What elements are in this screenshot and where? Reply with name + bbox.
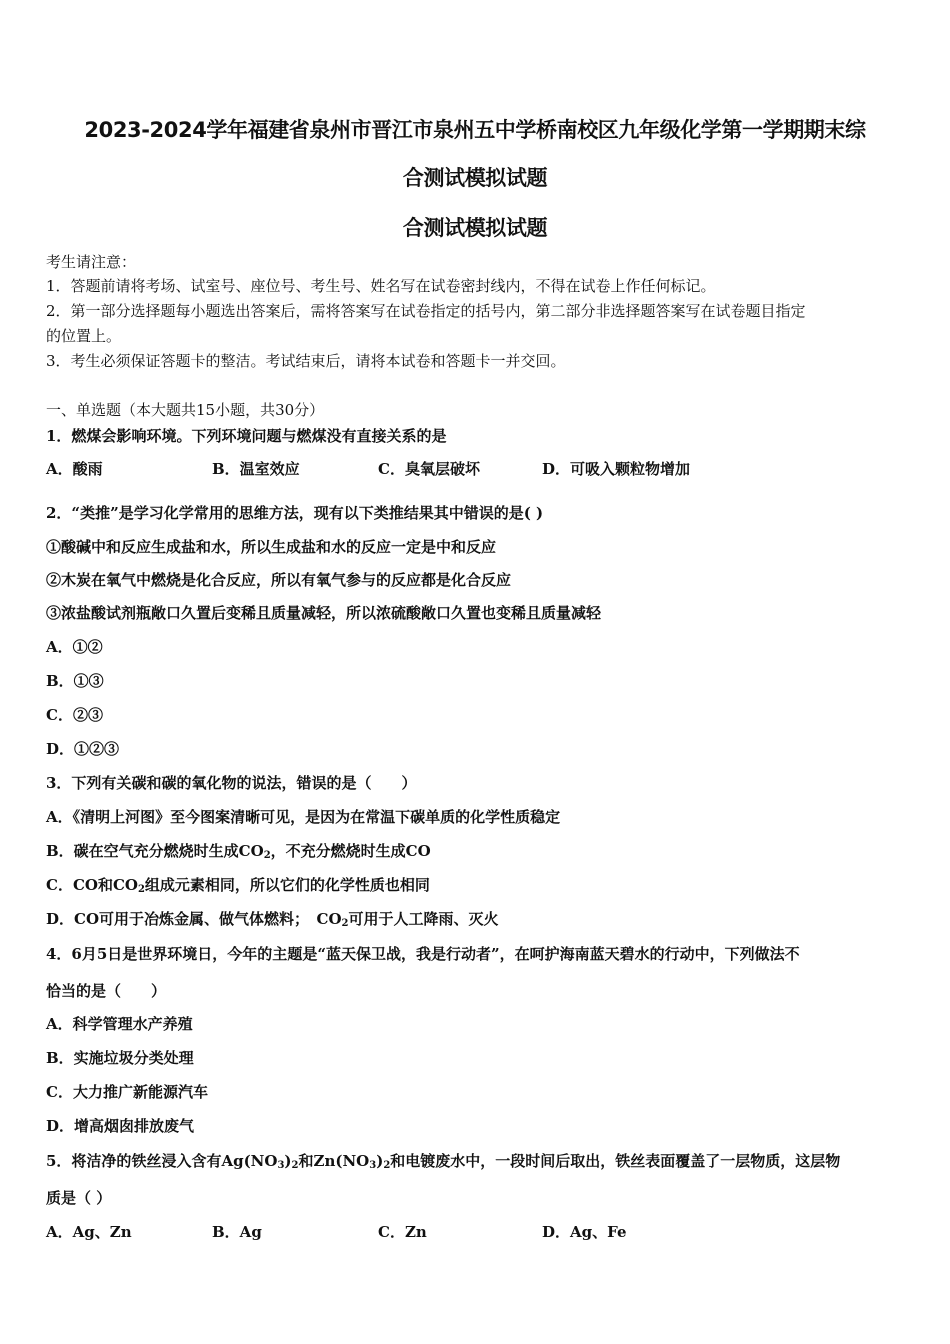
q5-option-a: A．Ag、Zn bbox=[46, 1223, 132, 1241]
exam-title-line3: 合测试模拟试题 bbox=[402, 216, 548, 240]
exam-title-line1: 2023-2024学年福建省泉州市晋江市泉州五中学桥南校区九年级化学第一学期期末综 bbox=[84, 118, 866, 142]
q1-option-b: B．温室效应 bbox=[212, 460, 300, 478]
q2-statement-3: ③浓盐酸试剂瓶敞口久置后变稀且质量减轻，所以浓硫酸敞口久置也变稀且质量减轻 bbox=[46, 604, 602, 622]
exam-title-line2: 合测试模拟试题 bbox=[402, 166, 548, 190]
q3-option-a: A．《清明上河图》至今图案清晰可见，是因为在常温下碳单质的化学性质稳定 bbox=[46, 808, 561, 826]
q2-stem: 2．“类推”是学习化学常用的思维方法，现有以下类推结果其中错误的是( ) bbox=[46, 504, 544, 522]
q5-option-d: D．Ag、Fe bbox=[542, 1223, 627, 1241]
notice-item-2a: 2．第一部分选择题每小题选出答案后，需将答案写在试卷指定的括号内，第二部分非选择题答案写在试卷题目指定 bbox=[46, 302, 806, 320]
q4-stem-line1: 4．6月5日是世界环境日，今年的主题是“蓝天保卫战，我是行动者”，在呵护海南蓝天碧水的行动中，下列做法不 bbox=[46, 945, 800, 963]
q1-stem: 1．燃煤会影响环境。下列环境问题与燃煤没有直接关系的是 bbox=[46, 427, 447, 445]
q5-option-b: B．Ag bbox=[212, 1223, 262, 1241]
q1-option-d: D．可吸入颗粒物增加 bbox=[542, 460, 691, 478]
q3-option-b: B．碳在空气充分燃烧时生成$CO_2$，不充分燃烧时生成CO bbox=[46, 842, 431, 861]
notice-item-2b: 的位置上。 bbox=[46, 327, 122, 345]
q5-stem-line1: 5．将洁净的铁丝浸入含有$Ag(NO_3)_2$和$Zn(NO_3)_2$和电镀废水中，一段时间后取出，铁丝表面覆盖了一层物质，这层物 bbox=[46, 1152, 841, 1171]
q4-option-c: C．大力推广新能源汽车 bbox=[46, 1083, 208, 1101]
section-heading: 一、单选题（本大题共15小题，共30分） bbox=[46, 401, 325, 419]
q4-option-a: A．科学管理水产养殖 bbox=[46, 1015, 193, 1033]
q5-option-c: C．Zn bbox=[378, 1223, 427, 1241]
q2-option-c: C．②③ bbox=[46, 706, 103, 724]
notice-item-1: 1．答题前请将考场、试室号、座位号、考生号、姓名写在试卷密封线内，不得在试卷上作任何标记。 bbox=[46, 277, 716, 295]
q4-option-d: D．增高烟囱排放废气 bbox=[46, 1117, 195, 1135]
notice-item-3: 3．考生必须保证答题卡的整洁。考试结束后，请将本试卷和答题卡一并交回。 bbox=[46, 352, 566, 370]
q4-option-b: B．实施垃圾分类处理 bbox=[46, 1049, 194, 1067]
q2-statement-2: ②木炭在氧气中燃烧是化合反应，所以有氧气参与的反应都是化合反应 bbox=[46, 571, 512, 589]
q3-option-c: C．CO和$CO_2$组成元素相同，所以它们的化学性质也相同 bbox=[46, 876, 430, 895]
notice-heading: 考生请注意： bbox=[46, 253, 137, 271]
q2-option-a: A．①② bbox=[46, 638, 103, 656]
q3-stem: 3．下列有关碳和碳的氧化物的说法，错误的是（ ） bbox=[46, 774, 417, 792]
q3-option-d: D．CO可用于冶炼金属、做气体燃料； $CO_2$可用于人工降雨、灭火 bbox=[46, 910, 499, 929]
q1-option-a: A．酸雨 bbox=[46, 460, 103, 478]
q5-stem-line2: 质是（ ） bbox=[46, 1189, 112, 1207]
q1-option-c: C．臭氧层破坏 bbox=[378, 460, 480, 478]
q2-option-d: D．①②③ bbox=[46, 740, 120, 758]
q2-option-b: B．①③ bbox=[46, 672, 104, 690]
q4-stem-line2: 恰当的是（ ） bbox=[46, 982, 167, 1000]
q2-statement-1: ①酸碱中和反应生成盐和水，所以生成盐和水的反应一定是中和反应 bbox=[46, 538, 497, 556]
